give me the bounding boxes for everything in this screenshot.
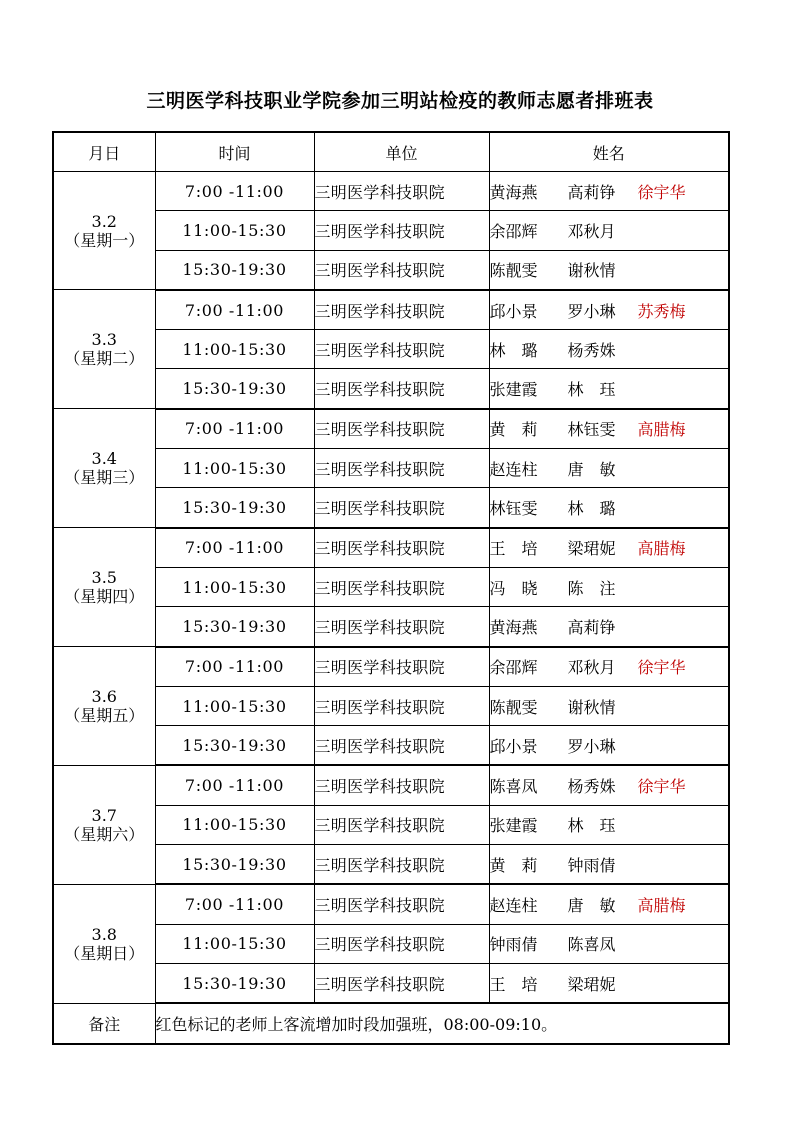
table-row (53, 884, 729, 924)
volunteer-name: 钟雨倩 (489, 935, 538, 955)
volunteer-name: 邱小景 (489, 736, 538, 756)
time-cell: 11:00-15:30 (155, 567, 314, 606)
volunteer-name: 林 珏 (567, 816, 616, 836)
volunteer-name: 林 璐 (567, 499, 616, 519)
name-cell (489, 647, 729, 687)
volunteer-name: 余邵辉 (489, 658, 538, 678)
time-cell: 15:30-19:30 (155, 726, 314, 766)
name-cell (489, 765, 729, 805)
name-cell (489, 805, 729, 844)
weekday-value: （星期四） (64, 587, 145, 607)
unit-cell: 三明医学科技职院 (314, 488, 489, 528)
time-cell: 11:00-15:30 (155, 330, 314, 369)
volunteer-name: 冯 晓 (489, 578, 538, 598)
date-value: 3.8 (91, 924, 117, 944)
volunteer-name: 黄海燕 (489, 182, 538, 202)
weekday-value: （星期五） (64, 706, 145, 725)
time-cell: 15:30-19:30 (155, 845, 314, 885)
date-cell (53, 409, 155, 528)
weekday-value: （星期日） (64, 943, 145, 963)
unit-cell: 三明医学科技职院 (314, 567, 489, 606)
volunteer-name: 唐 敏 (567, 895, 616, 915)
time-cell: 7:00 -11:00 (155, 647, 314, 687)
extra-shift-volunteer-name: 徐宇华 (637, 777, 686, 797)
time-cell: 15:30-19:30 (155, 963, 314, 1003)
volunteer-name: 谢秋情 (567, 697, 616, 717)
table-row (53, 607, 729, 647)
volunteer-name: 罗小琳 (567, 301, 616, 321)
name-cell (489, 686, 729, 725)
time-cell: 15:30-19:30 (155, 607, 314, 647)
table-row (53, 924, 729, 963)
time-cell: 7:00 -11:00 (155, 528, 314, 568)
volunteer-name: 杨秀姝 (567, 340, 616, 360)
unit-cell: 三明医学科技职院 (314, 211, 489, 250)
date-value: 3.6 (91, 687, 117, 706)
volunteer-name: 黄 莉 (489, 420, 538, 440)
volunteer-name: 高莉铮 (567, 617, 616, 637)
time-cell: 11:00-15:30 (155, 924, 314, 963)
weekday-value: （星期六） (64, 824, 145, 844)
table-row (53, 330, 729, 369)
name-cell (489, 290, 729, 330)
name-cell (489, 330, 729, 369)
unit-cell: 三明医学科技职院 (314, 805, 489, 844)
name-cell (489, 607, 729, 647)
table-row (53, 172, 729, 211)
date-cell (53, 765, 155, 884)
time-cell: 11:00-15:30 (155, 686, 314, 725)
unit-cell: 三明医学科技职院 (314, 845, 489, 885)
table-row (53, 845, 729, 885)
name-cell (489, 963, 729, 1003)
schedule-body (53, 172, 729, 1004)
volunteer-name: 黄 莉 (489, 855, 538, 875)
date-cell (53, 528, 155, 647)
table-row (53, 211, 729, 250)
unit-cell: 三明医学科技职院 (314, 172, 489, 211)
weekday-value: （星期三） (64, 468, 145, 488)
date-value: 3.7 (91, 805, 117, 825)
unit-cell: 三明医学科技职院 (314, 528, 489, 568)
page-title: 三明医学科技职业学院参加三明站检疫的教师志愿者排班表 (146, 90, 654, 112)
time-cell: 15:30-19:30 (155, 250, 314, 290)
volunteer-name: 张建霞 (489, 380, 538, 400)
table-row (53, 409, 729, 449)
header-unit: 单位 (314, 132, 489, 172)
table-row (53, 686, 729, 725)
note-text: 红色标记的老师上客流增加时段加强班，08:00-09:10。 (155, 1003, 729, 1043)
date-value: 3.3 (91, 330, 117, 350)
unit-cell: 三明医学科技职院 (314, 884, 489, 924)
time-cell: 11:00-15:30 (155, 805, 314, 844)
date-cell (53, 172, 155, 290)
volunteer-name: 邓秋月 (567, 658, 616, 678)
table-row (53, 449, 729, 488)
volunteer-name: 王 培 (489, 974, 538, 994)
table-row (53, 726, 729, 766)
name-cell (489, 409, 729, 449)
table-row (53, 250, 729, 290)
unit-cell: 三明医学科技职院 (314, 409, 489, 449)
table-row (53, 369, 729, 409)
date-value: 3.4 (91, 449, 117, 469)
name-cell (489, 528, 729, 568)
unit-cell: 三明医学科技职院 (314, 647, 489, 687)
header-time: 时间 (155, 132, 314, 172)
name-cell (489, 845, 729, 885)
unit-cell: 三明医学科技职院 (314, 686, 489, 725)
volunteer-name: 钟雨倩 (567, 855, 616, 875)
name-cell (489, 449, 729, 488)
volunteer-name: 林钰雯 (489, 499, 538, 519)
volunteer-name: 谢秋情 (567, 261, 616, 281)
date-value: 3.2 (91, 211, 117, 231)
table-row (53, 963, 729, 1003)
name-cell (489, 211, 729, 250)
name-cell (489, 172, 729, 211)
table-row (53, 765, 729, 805)
date-value: 3.5 (91, 568, 117, 588)
note-row (53, 1003, 729, 1043)
name-cell (489, 369, 729, 409)
name-cell (489, 924, 729, 963)
name-cell (489, 884, 729, 924)
time-cell: 7:00 -11:00 (155, 884, 314, 924)
extra-shift-volunteer-name: 高腊梅 (637, 420, 686, 440)
time-cell: 7:00 -11:00 (155, 765, 314, 805)
name-cell (489, 250, 729, 290)
volunteer-name: 罗小琳 (567, 736, 616, 756)
time-cell: 7:00 -11:00 (155, 409, 314, 449)
volunteer-name: 高莉铮 (567, 182, 616, 202)
header-name: 姓名 (489, 132, 729, 172)
extra-shift-volunteer-name: 徐宇华 (637, 658, 686, 678)
volunteer-name: 赵连柱 (489, 459, 538, 479)
volunteer-name: 梁珺妮 (567, 539, 616, 559)
extra-shift-volunteer-name: 高腊梅 (637, 895, 686, 915)
volunteer-name: 王 培 (489, 539, 538, 559)
table-row (53, 528, 729, 568)
table-row (53, 290, 729, 330)
volunteer-name: 陈靓雯 (489, 697, 538, 717)
time-cell: 15:30-19:30 (155, 369, 314, 409)
date-cell (53, 884, 155, 1003)
unit-cell: 三明医学科技职院 (314, 330, 489, 369)
unit-cell: 三明医学科技职院 (314, 726, 489, 766)
volunteer-name: 陈 注 (567, 578, 616, 598)
volunteer-name: 林 珏 (567, 380, 616, 400)
time-cell: 7:00 -11:00 (155, 172, 314, 211)
volunteer-name: 黄海燕 (489, 617, 538, 637)
volunteer-name: 唐 敏 (567, 459, 616, 479)
volunteer-name: 陈喜凤 (489, 777, 538, 797)
weekday-value: （星期一） (64, 230, 145, 250)
unit-cell: 三明医学科技职院 (314, 449, 489, 488)
header-date: 月日 (53, 132, 155, 172)
volunteer-name: 余邵辉 (489, 221, 538, 241)
extra-shift-volunteer-name: 高腊梅 (637, 539, 686, 559)
volunteer-name: 邱小景 (489, 301, 538, 321)
volunteer-name: 赵连柱 (489, 895, 538, 915)
unit-cell: 三明医学科技职院 (314, 765, 489, 805)
unit-cell: 三明医学科技职院 (314, 924, 489, 963)
volunteer-name: 杨秀姝 (567, 777, 616, 797)
table-row (53, 647, 729, 687)
volunteer-name: 林钰雯 (567, 420, 616, 440)
name-cell (489, 567, 729, 606)
name-cell (489, 726, 729, 766)
weekday-value: （星期二） (64, 349, 145, 369)
volunteer-name: 陈靓雯 (489, 261, 538, 281)
unit-cell: 三明医学科技职院 (314, 369, 489, 409)
schedule-table (52, 131, 730, 1045)
time-cell: 11:00-15:30 (155, 211, 314, 250)
time-cell: 11:00-15:30 (155, 449, 314, 488)
volunteer-name: 林 璐 (489, 340, 538, 360)
volunteer-name: 张建霞 (489, 816, 538, 836)
unit-cell: 三明医学科技职院 (314, 963, 489, 1003)
table-row (53, 805, 729, 844)
extra-shift-volunteer-name: 徐宇华 (637, 182, 686, 202)
unit-cell: 三明医学科技职院 (314, 290, 489, 330)
time-cell: 7:00 -11:00 (155, 290, 314, 330)
table-row (53, 567, 729, 606)
date-cell (53, 290, 155, 409)
volunteer-name: 邓秋月 (567, 221, 616, 241)
date-cell (53, 647, 155, 766)
name-cell (489, 488, 729, 528)
unit-cell: 三明医学科技职院 (314, 607, 489, 647)
time-cell: 15:30-19:30 (155, 488, 314, 528)
volunteer-name: 梁珺妮 (567, 974, 616, 994)
header-row (53, 132, 729, 172)
unit-cell: 三明医学科技职院 (314, 250, 489, 290)
volunteer-name: 陈喜凤 (567, 935, 616, 955)
note-label: 备注 (53, 1003, 155, 1043)
extra-shift-volunteer-name: 苏秀梅 (637, 301, 686, 321)
table-row (53, 488, 729, 528)
